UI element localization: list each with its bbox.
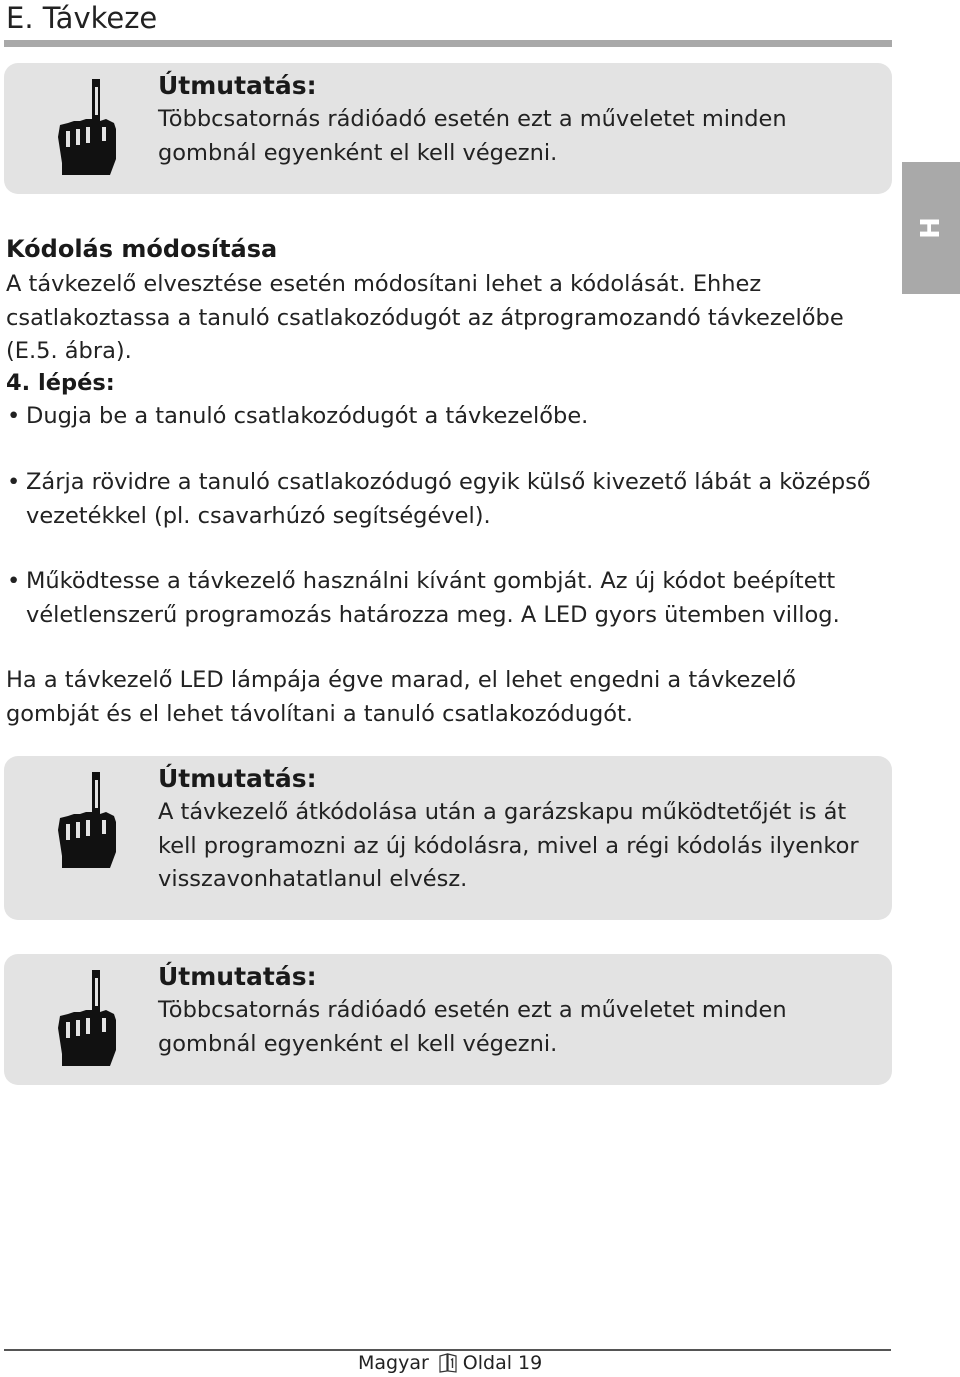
list-item-text: Dugja be a tanuló csatlakozódugót a távkezelőbe. — [26, 403, 589, 429]
footer-language: Magyar — [358, 1352, 429, 1374]
note-heading: Útmutatás: — [158, 71, 317, 100]
book-icon — [439, 1353, 457, 1373]
bullet-marker: • — [7, 469, 21, 495]
note-text: Többcsatornás rádióadó esetén ezt a műveletet minden gombnál egyenként el kell végezni. — [158, 997, 787, 1057]
note-text: A távkezelő átkódolása után a garázskapu működtetőjét is át kell programozni az új kódolásra, mivel a régi kódolás ilyenkor visszavonhatatlanul elvész. — [158, 799, 859, 892]
pointing-hand-icon — [54, 770, 120, 870]
note-heading: Útmutatás: — [158, 764, 317, 793]
list-item — [6, 565, 886, 632]
step-heading: 4. lépés: — [6, 370, 115, 396]
page-title: E. Távkeze — [6, 1, 158, 35]
footer-page-label: Oldal 19 — [462, 1352, 543, 1374]
note-heading: Útmutatás: — [158, 962, 317, 991]
language-side-tab — [902, 162, 960, 294]
section-intro: A távkezelő elvesztése esetén módosítani lehet a kódolását. Ehhez csatlakoztassa a tanuló csatlakozódugót az átprogramozandó távkezelőbe (E.5. ábra). — [6, 271, 844, 364]
bullet-marker: • — [7, 403, 21, 429]
note-box-2 — [4, 756, 892, 920]
title-rule — [4, 40, 892, 47]
closing-paragraph: Ha a távkezelő LED lámpája égve marad, el lehet engedni a távkezelő gombját és el lehet távolítani a tanuló csatlakozódugót. — [6, 667, 797, 727]
note-text: Többcsatornás rádióadó esetén ezt a műveletet minden gombnál egyenként el kell végezni. — [158, 106, 787, 166]
side-tab-letter: H — [916, 217, 946, 239]
note-box-1 — [4, 63, 892, 194]
list-item-text: Zárja rövidre a tanuló csatlakozódugó egyik külső kivezető lábát a középső vezetékkel (pl. csavarhúzó segítségével). — [26, 469, 871, 529]
list-item — [6, 466, 886, 533]
list-item — [6, 400, 886, 434]
page-footer — [358, 1350, 542, 1376]
section-heading: Kódolás módosítása — [6, 235, 278, 263]
note-box-3 — [4, 954, 892, 1085]
pointing-hand-icon — [54, 77, 120, 177]
bullet-marker: • — [7, 568, 21, 594]
list-item-text: Működtesse a távkezelő használni kívánt gombját. Az új kódot beépített véletlenszerű programozás határozza meg. A LED gyors ütemben villog. — [26, 568, 840, 628]
pointing-hand-icon — [54, 968, 120, 1068]
